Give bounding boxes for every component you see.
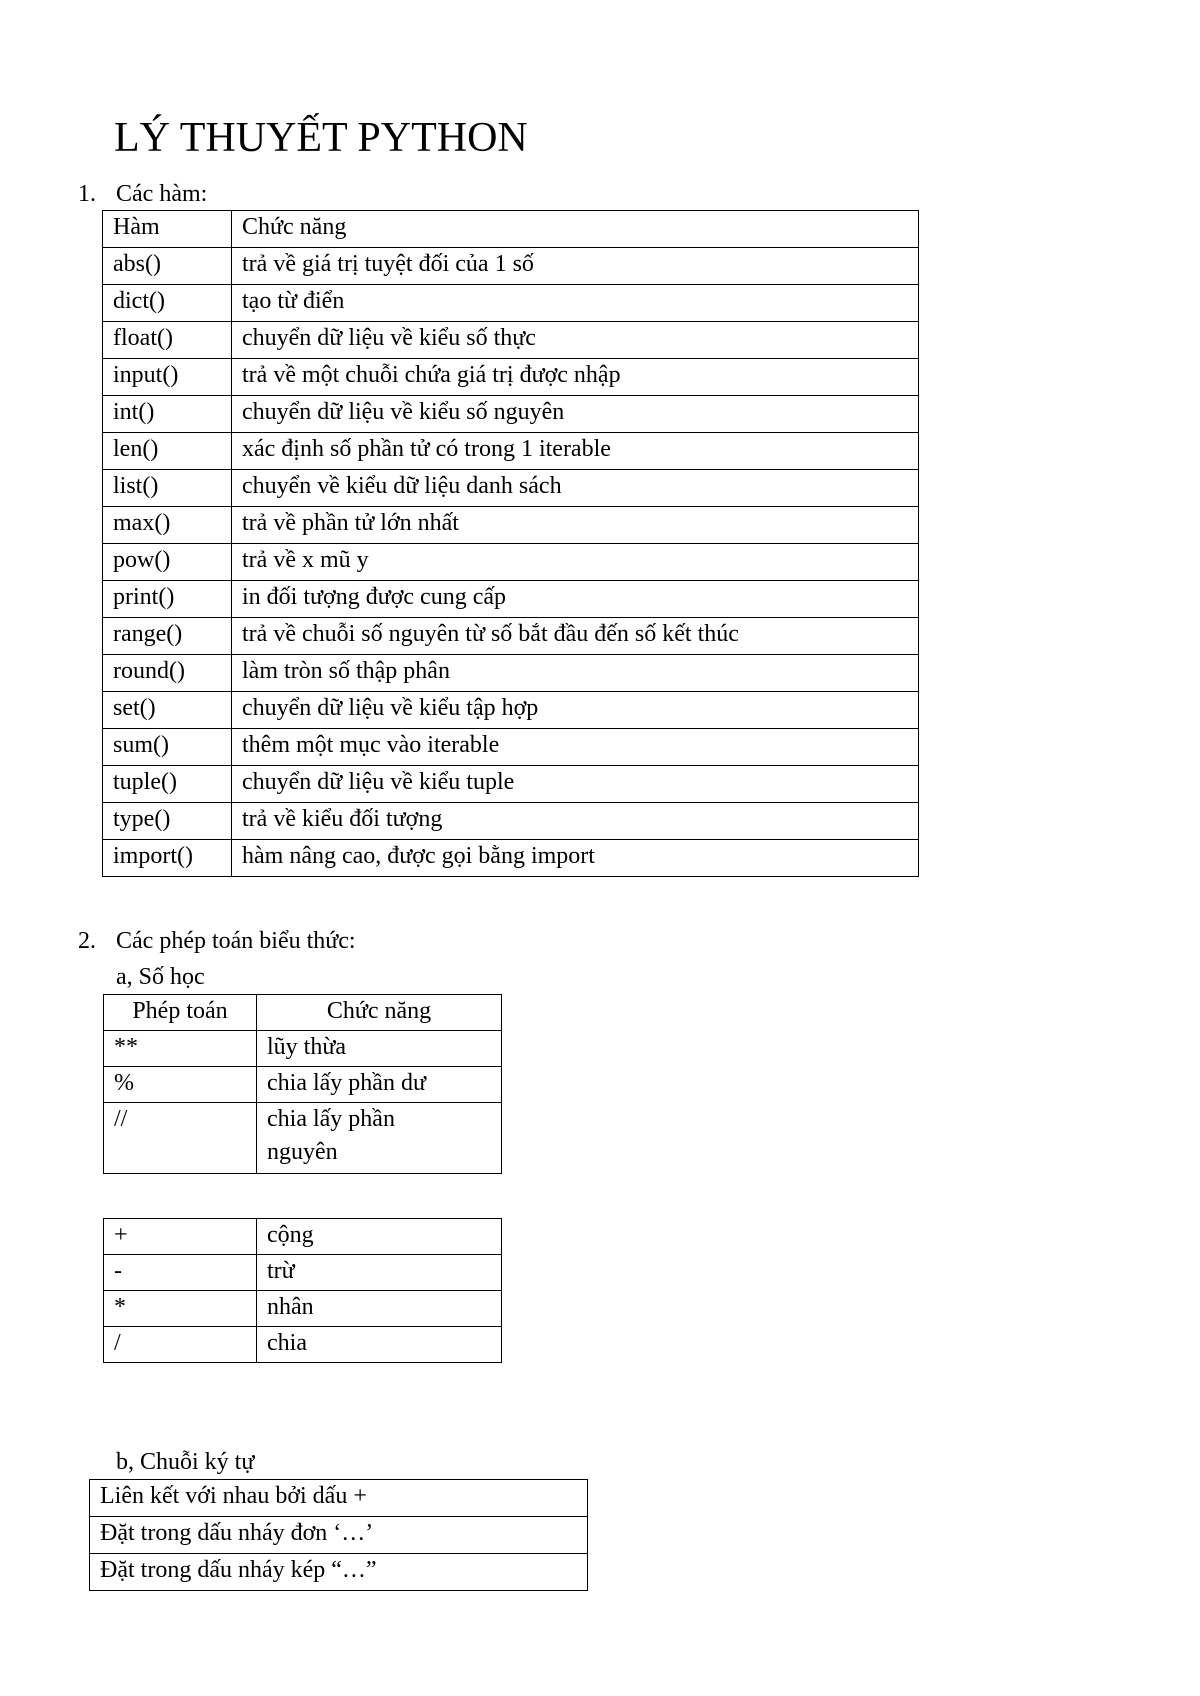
operator-symbol: //	[104, 1103, 257, 1174]
operator-description: cộng	[257, 1219, 502, 1255]
operator-description: nhân	[257, 1291, 502, 1327]
operator-description: chia	[257, 1327, 502, 1363]
header-description: Chức năng	[257, 995, 502, 1031]
function-name: list()	[103, 470, 232, 507]
section-2-heading	[78, 925, 356, 957]
function-name: type()	[103, 803, 232, 840]
table-row	[103, 248, 919, 285]
operator-description: chia lấy phần dư	[257, 1067, 502, 1103]
operator-symbol: %	[104, 1067, 257, 1103]
arithmetic-operators-table	[103, 994, 502, 1174]
function-name: tuple()	[103, 766, 232, 803]
table-row	[104, 1103, 502, 1174]
table-row	[103, 729, 919, 766]
table-row	[90, 1554, 588, 1591]
string-rule: Đặt trong dấu nháy đơn ‘…’	[90, 1517, 588, 1554]
subsection-b-title: b, Chuỗi ký tự	[116, 1449, 255, 1475]
table-row	[103, 285, 919, 322]
table-row	[104, 1031, 502, 1067]
function-name: abs()	[103, 248, 232, 285]
table-row	[103, 322, 919, 359]
section-1-number: 1.	[78, 181, 96, 207]
table-row	[103, 544, 919, 581]
table-row	[103, 618, 919, 655]
operator-symbol: *	[104, 1291, 257, 1327]
function-name: import()	[103, 840, 232, 877]
section-1-heading	[78, 178, 207, 210]
operator-symbol: /	[104, 1327, 257, 1363]
function-description: thêm một mục vào iterable	[232, 729, 919, 766]
function-name: pow()	[103, 544, 232, 581]
function-description: trả về một chuỗi chứa giá trị được nhập	[232, 359, 919, 396]
header-description: Chức năng	[232, 211, 919, 248]
table-row	[103, 396, 919, 433]
function-description: trả về phần tử lớn nhất	[232, 507, 919, 544]
operator-symbol: **	[104, 1031, 257, 1067]
function-description: hàm nâng cao, được gọi bằng import	[232, 840, 919, 877]
function-description: tạo từ điển	[232, 285, 919, 322]
function-name: max()	[103, 507, 232, 544]
function-description: in đối tượng được cung cấp	[232, 581, 919, 618]
function-name: len()	[103, 433, 232, 470]
function-name: print()	[103, 581, 232, 618]
subsection-a-title: a, Số học	[116, 964, 205, 990]
function-description: chuyển dữ liệu về kiểu số nguyên	[232, 396, 919, 433]
section-1-title: Các hàm:	[116, 181, 208, 207]
table-row	[90, 1517, 588, 1554]
operator-description: trừ	[257, 1255, 502, 1291]
function-name: range()	[103, 618, 232, 655]
string-rule: Đặt trong dấu nháy kép “…”	[90, 1554, 588, 1591]
page-title: LÝ THUYẾT PYTHON	[114, 115, 528, 161]
basic-operators-table	[103, 1218, 502, 1363]
operator-symbol: +	[104, 1219, 257, 1255]
function-description: trả về kiểu đối tượng	[232, 803, 919, 840]
table-header-row	[104, 995, 502, 1031]
header-function: Hàm	[103, 211, 232, 248]
function-name: set()	[103, 692, 232, 729]
function-description: trả về x mũ y	[232, 544, 919, 581]
table-row	[103, 803, 919, 840]
function-name: round()	[103, 655, 232, 692]
operator-description: chia lấy phần nguyên	[257, 1103, 502, 1174]
function-description: chuyển dữ liệu về kiểu tuple	[232, 766, 919, 803]
string-rule: Liên kết với nhau bởi dấu +	[90, 1480, 588, 1517]
table-row	[103, 433, 919, 470]
section-2-number: 2.	[78, 928, 96, 954]
functions-table	[102, 210, 919, 877]
table-row	[103, 470, 919, 507]
table-row	[104, 1067, 502, 1103]
table-row	[103, 840, 919, 877]
function-description: trả về chuỗi số nguyên từ số bắt đầu đến số kết thúc	[232, 618, 919, 655]
table-row	[104, 1291, 502, 1327]
function-description: làm tròn số thập phân	[232, 655, 919, 692]
function-description: chuyển về kiểu dữ liệu danh sách	[232, 470, 919, 507]
header-operator: Phép toán	[104, 995, 257, 1031]
table-row	[103, 359, 919, 396]
table-row	[103, 655, 919, 692]
function-name: int()	[103, 396, 232, 433]
table-row	[104, 1219, 502, 1255]
function-name: float()	[103, 322, 232, 359]
table-row	[103, 692, 919, 729]
table-header-row	[103, 211, 919, 248]
function-description: chuyển dữ liệu về kiểu tập hợp	[232, 692, 919, 729]
string-rules-table	[89, 1479, 588, 1591]
operator-symbol: -	[104, 1255, 257, 1291]
table-row	[104, 1327, 502, 1363]
table-row	[90, 1480, 588, 1517]
function-name: sum()	[103, 729, 232, 766]
table-row	[103, 507, 919, 544]
function-description: chuyển dữ liệu về kiểu số thực	[232, 322, 919, 359]
operator-description: lũy thừa	[257, 1031, 502, 1067]
table-row	[104, 1255, 502, 1291]
section-2-title: Các phép toán biểu thức:	[116, 928, 356, 954]
function-description: xác định số phần tử có trong 1 iterable	[232, 433, 919, 470]
function-name: dict()	[103, 285, 232, 322]
table-row	[103, 581, 919, 618]
function-description: trả về giá trị tuyệt đối của 1 số	[232, 248, 919, 285]
table-row	[103, 766, 919, 803]
function-name: input()	[103, 359, 232, 396]
